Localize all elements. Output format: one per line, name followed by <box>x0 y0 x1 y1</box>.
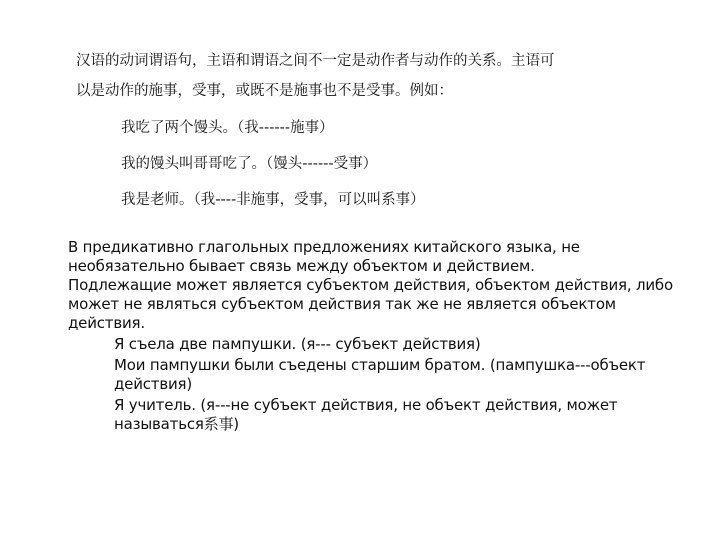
chinese-example-3: 我是老师。（我----非施事，受事，可以叫系事） <box>121 192 425 208</box>
russian-text-block <box>68 238 688 434</box>
russian-example-3: Я учитель. (я---не субъект действия, не объект действия, может называться系事) <box>114 396 618 433</box>
russian-example-2: Мои пампушки были съедены старшим братом. (пампушка---объект действия) <box>114 356 646 393</box>
chinese-example-1: 我吃了两个馒头。（我------施事） <box>121 120 334 136</box>
russian-paragraph-2: Подлежащие может является субъектом действия, объектом действия, либо может не являться субъектом действия так же не является объектом действия. <box>68 276 673 332</box>
chinese-intro-line-2: 以是动作的施事，受事，或既不是施事也不是受事。例如： <box>76 83 453 99</box>
chinese-example-2: 我的馒头叫哥哥吃了。（馒头------受事） <box>121 156 378 172</box>
russian-example-1: Я съела две пампушки. (я--- субъект действия) <box>114 335 481 353</box>
russian-paragraph-1: В предикативно глагольных предложениях китайского языка, не необязательно бывает связь между объектом и действием. <box>68 238 580 275</box>
chinese-intro-line-1: 汉语的动词谓语句，主语和谓语之间不一定是动作者与动作的关系。主语可 <box>76 53 555 69</box>
chinese-text-block <box>76 46 686 210</box>
